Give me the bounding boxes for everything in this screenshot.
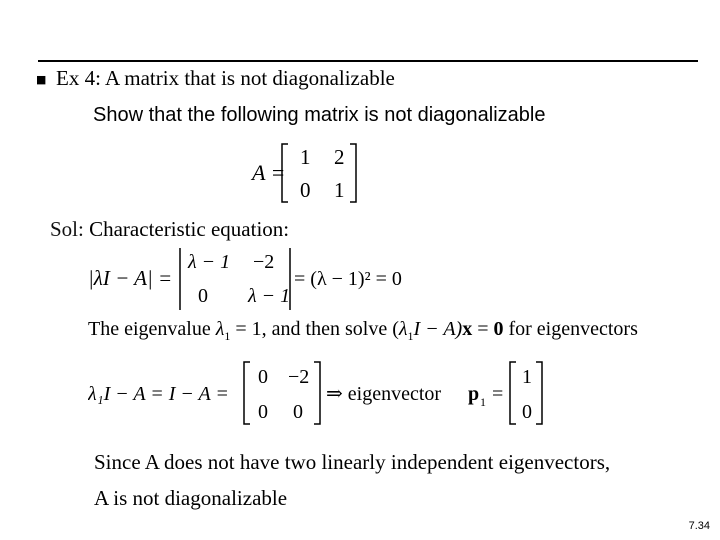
lambda-sub: 1 [224,329,231,343]
char-eq-rhs: = (λ − 1)² = 0 [294,268,402,290]
eigvec-lhs: λ₁I − A = I − A = [88,383,229,405]
x-vector: x [462,318,473,340]
left-bracket [510,362,516,424]
eigvec-arrow-text: ⇒ eigenvector [326,383,442,405]
sol-label: Sol: [50,217,84,241]
lambda-sub: 1 [407,329,414,343]
eigvec-equals: = [492,383,504,405]
zero-vector: 0 [493,318,504,340]
eigvec-matrix-cell: 0 [258,366,268,388]
eigvec-matrix-cell: −2 [288,366,310,388]
eigvec-vector-cell: 1 [522,366,532,388]
conclusion-line-2: A is not diagonalizable [94,486,288,510]
matrix-a-cell: 1 [300,145,311,169]
page-number: 7.34 [688,520,710,532]
solution-heading [50,217,289,242]
bullet-icon: ■ [36,73,47,86]
characteristic-equation [88,244,428,314]
matrix-a-cell: 0 [300,178,311,202]
lambda-symbol: λ [215,318,225,340]
eigenvector-equation [88,358,558,428]
eigvec-vector-cell: 0 [522,401,532,423]
eigenvalue-sentence [88,318,638,344]
det-cell: 0 [198,285,208,307]
eig-eq0: = [472,318,494,340]
matrix-a-lhs: A = [252,160,286,185]
char-eq-lhs: |λI − A| = [88,266,173,290]
p-sub: 1 [480,395,486,409]
slide-title: Ex 4: A matrix that is not diagonalizable [56,66,395,90]
eig-mid: I − A) [413,318,463,340]
eig-eq: = 1, and then solve ( [230,318,399,340]
det-cell: λ − 1 [248,285,291,307]
matrix-a-equation [240,140,380,206]
eigvec-matrix-cell: 0 [293,401,303,423]
problem-statement: Show that the following matrix is not diagonalizable [93,104,546,126]
sol-heading-text: Characteristic equation: [89,217,290,241]
matrix-a-cell: 2 [334,145,345,169]
title-rule [38,60,698,62]
right-bracket [536,362,542,424]
eig-pre: The eigenvalue [88,318,211,340]
det-cell: λ − 1 [188,251,231,273]
right-bracket [314,362,320,424]
right-bracket [350,144,356,202]
eigvec-matrix-cell: 0 [258,401,268,423]
left-bracket [244,362,250,424]
conclusion-line-1: Since A does not have two linearly independent eigenvectors, [94,450,611,474]
lambda-symbol: λ [398,318,408,340]
p-label: p [468,383,480,405]
det-cell: −2 [253,251,275,273]
eig-post: for eigenvectors [503,318,638,340]
matrix-a-cell: 1 [334,178,345,202]
